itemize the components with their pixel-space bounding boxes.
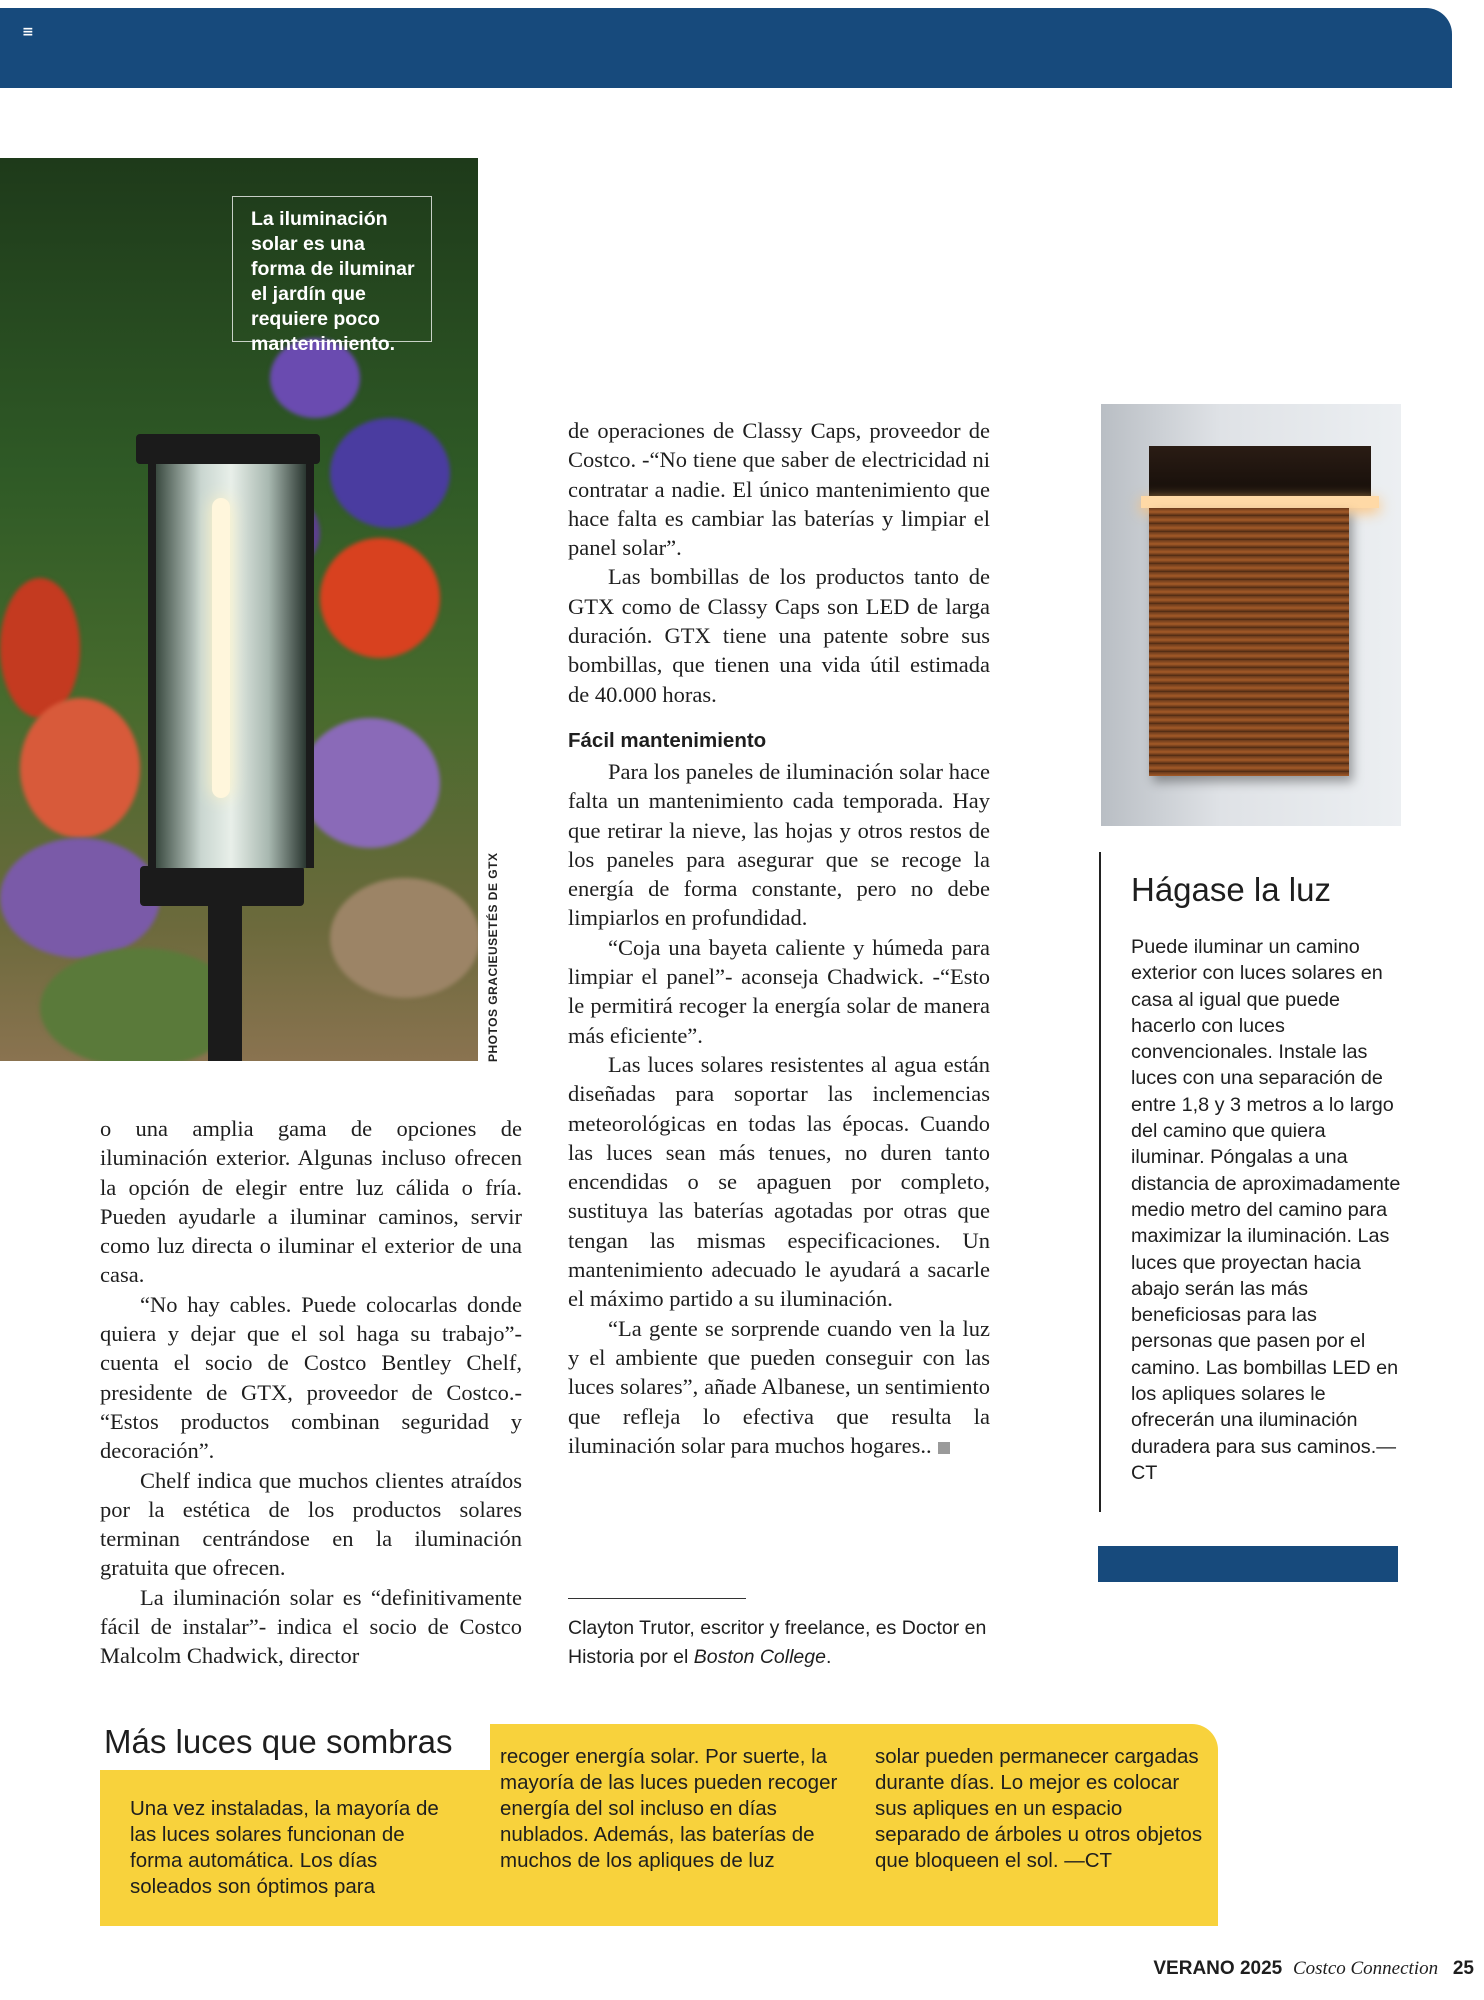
- sconce-cap: [1149, 446, 1371, 500]
- tips-box-column-2: recoger energía solar. Por suerte, la mayoría de las luces pueden recoger energía del sol incluso en días nublados. Además, las baterías de muchos de los apliques de luz: [500, 1745, 838, 1872]
- footer-issue: VERANO 2025: [1153, 1958, 1283, 1979]
- paragraph-last: [568, 1314, 990, 1460]
- page-footer: [1153, 1958, 1474, 1980]
- paragraph: de operaciones de Classy Caps, proveedor de Costco. -“No tiene que saber de electricidad ni contratar a nadie. El único mantenimiento que hace falta es cambiar las baterías y limpiar el panel solar”.: [568, 418, 990, 561]
- author-end: .: [825, 1646, 832, 1668]
- sconce-body: [1149, 508, 1349, 776]
- header-bar: [0, 8, 1452, 88]
- tips-box-column-3: solar pueden permanecer cargadas durante días. Lo mejor es colocar sus apliques en un espacio separado de árboles u otros objetos que bloqueen el sol. —CT: [875, 1745, 1203, 1872]
- sidebar-body: Puede iluminar un camino exterior con luces solares en casa al igual que puede hacerlo con luces convencionales. Instale las luces con una separación de entre 1,8 y 3 metros a lo largo del camino que quiera iluminar. Póngalas a una distancia de aproximadamente medio metro del camino para maximizar la iluminación. Las luces que proyectan hacia abajo serán las más beneficiosas para las personas que pasen por el camino. Las bombillas LED en los apliques solares le ofrecerán una iluminación duradera para sus caminos.—CT: [1131, 936, 1401, 1484]
- author-text: Clayton Trutor, escritor y freelance, es Doctor en Historia por el: [568, 1617, 987, 1668]
- end-of-article-icon: [938, 1442, 950, 1454]
- paragraph-text: “La gente se sorprende cuando ven la luz y el ambiente que pueden conseguir con las luces solares”, añade Albanese, un sentimiento que refleja lo efectiva que resulta la iluminación solar para muchos hogares..: [568, 1315, 990, 1458]
- paragraph: Las bombillas de los productos tanto de GTX como de Classy Caps son LED de larga duración. GTX tiene una patente sobre sus bombillas, que tienen una vida útil estimada de 40.000 horas.: [568, 564, 990, 707]
- footer-magazine: Costco Connection: [1292, 1958, 1439, 1979]
- photo-caption: La iluminación solar es una forma de iluminar el jardín que requiere poco mantenimiento.: [232, 196, 432, 342]
- paragraph: Las luces solares resistentes al agua están diseñadas para soportar las inclemencias meteorológicas en todas las épocas. Cuando las luces sean más tenues, no duren tanto encendidas o se apaguen por completo, sustituya las baterías agotadas por otras que tengan las mismas especificaciones. Un mantenimiento adecuado le ayudará a sacarle el máximo partido a su iluminación.: [568, 1051, 990, 1312]
- sconce-glow: [1141, 496, 1379, 508]
- sidebar-title: Hágase la luz: [1131, 871, 1331, 908]
- paragraph: o una amplia gama de opciones de iluminación exterior. Algunas incluso ofrecen la opción de elegir entre luz cálida o fría. Pueden ayudarle a iluminar caminos, servir como luz directa o iluminar el exterior de una casa.: [100, 1116, 522, 1288]
- paragraph: Para los paneles de iluminación solar hace falta un mantenimiento cada temporada. Hay que retirar la nieve, las hojas y otros restos de los paneles para asegurar que se recoge la energía de forma constante, pero no debe limpiarlos en profundidad.: [568, 758, 990, 931]
- sidebar-accent-bar: [1098, 1546, 1398, 1582]
- photo-credit: PHOTOS GRACIEUSETÉS DE GTX: [486, 852, 500, 1062]
- garden-light-photo: [0, 158, 478, 1061]
- paragraph: “Coja una bayeta caliente y húmeda para limpiar el panel”- aconseja Chadwick. -“Esto le permitirá recoger la energía solar de manera más eficiente”.: [568, 934, 990, 1048]
- article-middle-column: [568, 416, 990, 1460]
- article-left-column: [100, 1114, 522, 1671]
- author-institution: Boston College: [693, 1646, 826, 1668]
- lantern-cap: [136, 434, 320, 464]
- page-number: 25: [1452, 1958, 1474, 1979]
- paragraph: La iluminación solar es “definitivamente fácil de instalar”- indica el socio de Costco Malcolm Chadwick, director: [100, 1584, 522, 1669]
- paragraph: Chelf indica que muchos clientes atraídos por la estética de los productos solares terminan centrándose en la iluminación gratuita que ofrecen.: [100, 1467, 522, 1581]
- author-bio: [568, 1614, 1008, 1672]
- wall-sconce-photo: [1101, 404, 1401, 826]
- paragraph: “No hay cables. Puede colocarlas donde quiera y dejar que el sol haga su trabajo”- cuenta el socio de Costco Bentley Chelf, presidente de GTX, proveedor de Costco.- “Estos productos combinan seguridad y decoración”.: [100, 1291, 522, 1464]
- sidebar-divider: [1099, 852, 1101, 1512]
- tips-box-column-1: Una vez instaladas, la mayoría de las luces solares funcionan de forma automática. Los días soleados son óptimos para: [130, 1797, 439, 1898]
- tips-box-title: Más luces que sombras: [104, 1723, 453, 1760]
- author-divider: [568, 1598, 746, 1599]
- subheading: Fácil mantenimiento: [568, 728, 767, 752]
- lantern-base: [140, 866, 304, 906]
- lantern-glass: [148, 448, 314, 868]
- lantern-bulb: [212, 498, 230, 798]
- menu-icon[interactable]: ≡: [22, 24, 34, 40]
